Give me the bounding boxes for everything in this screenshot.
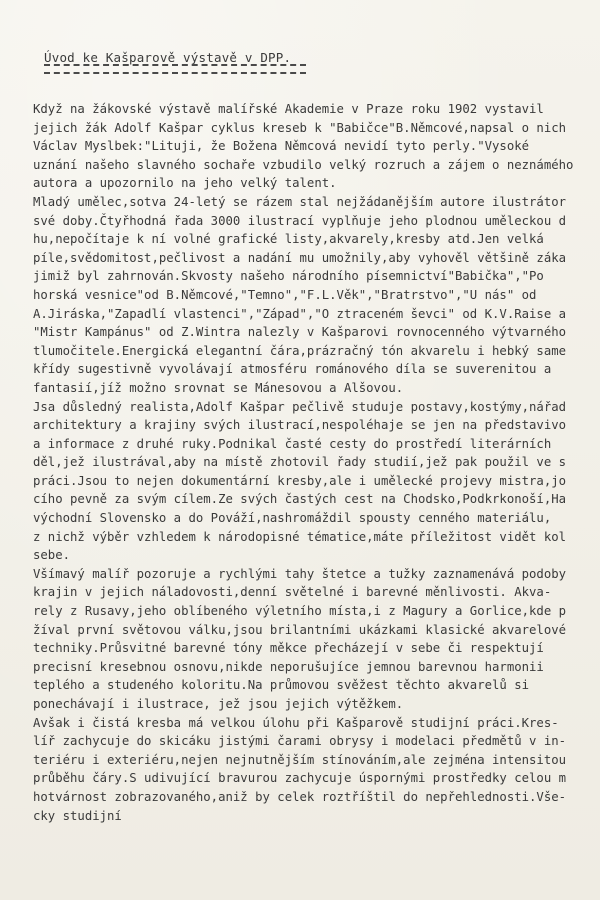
text-line: křídy sugestivně vyvolávají atmosféru románového díla se suverenitou a [33, 362, 552, 377]
text-line: práci.Jsou to nejen dokumentární kresby,ale i umělecké projevy mistra,jo [33, 473, 567, 488]
text-line: precisní kresebnou osnovu,nikde neporušujíce jemnou barevnou harmonii [33, 659, 544, 674]
text-line: "Mistr Kampánus" od Z.Wintra nalezly v Kašparovi rovnocenného výtvarného [33, 325, 567, 340]
text-line: horská vesnice"od B.Němcové,"Temno","F.L.Věk","Bratrstvo","U nás" od [33, 287, 537, 302]
text-line: A.Jiráska,"Zapadlí vlastenci","Západ","O ztraceném ševci" od K.V.Raise a [33, 306, 567, 321]
text-line: tlumočitele.Energická elegantní čára,prázračný tón akvarelu i hebký same [33, 343, 567, 358]
text-line: líř zachycuje do skicáku jistými čarami obrysy i modelaci předmětů v in- [33, 734, 567, 749]
text-line: rely z Rusavy,jeho oblíbeného výletního místa,i z Magury a Gorlice,kde p [33, 604, 567, 619]
text-line: teriéru i exteriéru,nejen nejnutnějším stínováním,ale zejména intensitou [33, 752, 567, 767]
text-line: děl,jež ilustrával,aby na místě zhotovil řady studií,jež pak použil ve s [33, 455, 567, 470]
text-line: krajin v jejich náladovosti,denní světelné i barevné měnlivosti. Akva- [33, 585, 552, 600]
text-line: průběhu čáry.S udivující bravurou zachycuje úspornými prostředky celou m [33, 771, 567, 786]
text-line: Všímavý malíř pozoruje a rychlými tahy štetce a tužky zaznamenává podoby [33, 566, 567, 581]
document-title: Úvod ke Kašparově výstavě v DPP. [44, 50, 292, 65]
text-line: jimiž byl zahrnován.Skvosty našeho národního písemnictví"Babička","Po [33, 269, 544, 284]
text-line: Když na žákovské výstavě malířské Akademie v Praze roku 1902 vystavil [33, 102, 544, 116]
text-line: žíval první světovou válku,jsou brilantními ukázkami klasické akvarelové [33, 622, 567, 637]
text-line: své doby.Čtyřhodná řada 3000 ilustrací vyplňuje jeho plodnou uměleckou d [33, 213, 567, 228]
text-line: východní Slovensko a do Pováží,nashromáždil spousty cenného materiálu, [33, 511, 552, 526]
text-line: cky studijní [33, 808, 122, 823]
text-line: architektury a krajiny svých ilustrací,nespoléhaje se jen na představivo [33, 418, 567, 433]
text-line: hotvárnost zobrazovaného,aniž by celek roztříštil do nepřehlednosti.Vše- [33, 789, 567, 804]
title-underline-second [44, 72, 306, 74]
text-line: hu,nepočítaje k ní volné grafické listy,akvarely,kresby atd.Jen velká [33, 232, 544, 247]
text-line: sebe. [33, 548, 71, 563]
text-line: ponechávají i ilustrace, jež jsou jejich výtěžkem. [33, 697, 404, 711]
text-line: teplého a studeného koloritu.Na průmovou svěžest těchto akvarelů si [33, 678, 530, 693]
document-body [33, 100, 600, 825]
title-underline [44, 64, 306, 66]
text-line: uznání našeho slavného sochaře vzbudilo velký rozruch a zájem o neznámého [33, 157, 574, 172]
text-line: Václav Myslbek:"Lituji, že Božena Němcová nevidí tyto perly."Vysoké [33, 139, 530, 154]
text-line: jejich žák Adolf Kašpar cyklus kreseb k "Babičce"B.Němcové,napsal o nich [33, 120, 567, 135]
text-line: cího pevně za svým cílem.Ze svých častých cest na Chodsko,Podkrkonoší,Ha [33, 492, 567, 507]
text-line: a informace z druhé ruky.Podnikal časté cesty do prostředí literárních [33, 436, 552, 451]
text-line: Mladý umělec,sotva 24-letý se rázem stal nejžádanějším autore ilustrátor [33, 194, 567, 209]
text-line: Jsa důsledný realista,Adolf Kašpar pečlivě studuje postavy,kostýmy,nářad [33, 399, 567, 414]
text-line: autora a upozornilo na jeho velký talent. [33, 176, 337, 191]
text-line: techniky.Průsvitné barevné tóny měkce přecházejí v sebe či respektují [33, 641, 544, 656]
text-line: píle,svědomitost,pečlivost a nadání mu umožnily,aby vyhověl většině záka [33, 250, 567, 265]
text-line: z nichž výběr vzhledem k národopisné tématice,máte příležitost vidět kol [33, 529, 567, 544]
text-line: Avšak i čistá kresba má velkou úlohu při Kašparově studijní práci.Kres- [33, 715, 559, 730]
text-line: fantasií,jíž možno srovnat se Mánesovou a Alšovou. [33, 380, 404, 395]
